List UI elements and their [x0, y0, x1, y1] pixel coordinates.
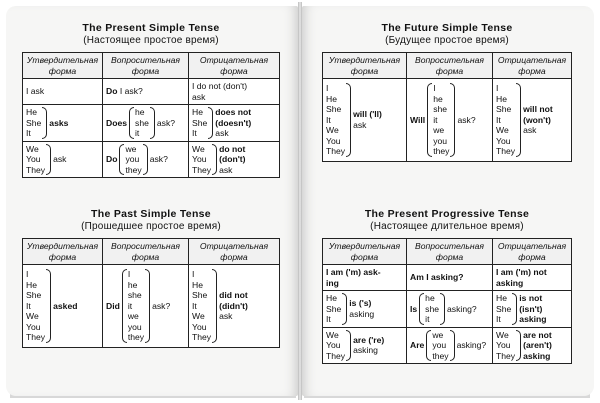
table-row	[23, 79, 280, 105]
col-affirmative: Утвердительная форма	[323, 239, 407, 265]
section-title: The Present Progressive Tense	[364, 208, 530, 220]
col-interrogative: Вопросительная форма	[407, 239, 493, 265]
col-affirmative: Утвердительная форма	[23, 239, 103, 265]
present-simple-table	[22, 52, 280, 178]
cell: We You They ask	[23, 141, 103, 178]
cell: Is he she it asking?	[407, 291, 493, 328]
header-row	[23, 53, 280, 79]
table-row	[23, 105, 280, 142]
present-progressive-table	[322, 238, 572, 364]
col-negative: Отрицательная форма	[493, 53, 572, 79]
col-interrogative: Вопросительная форма	[103, 53, 189, 79]
col-negative: Отрицательная форма	[493, 239, 572, 265]
table-row	[23, 265, 280, 348]
section-subtitle: (Настоящее простое время)	[83, 35, 219, 46]
present-simple-section	[22, 22, 280, 178]
col-interrogative: Вопросительная форма	[407, 53, 493, 79]
section-subtitle: (Будущее простое время)	[385, 35, 509, 46]
table-row	[323, 291, 572, 328]
header-row	[23, 239, 280, 265]
cell: I He She It We You They did not (didn't) ask	[189, 265, 280, 348]
table-row	[323, 327, 572, 364]
cell: Are we you they asking?	[407, 327, 493, 364]
cell: He She It is ('s) asking	[323, 291, 407, 328]
table-row	[323, 265, 572, 291]
cell: I He She It We You They will not (won't) ask	[493, 79, 572, 162]
header-row	[323, 53, 572, 79]
cell: We You They are not (aren't) asking	[493, 327, 572, 364]
future-simple-section	[322, 22, 572, 162]
cell: He She It asks	[23, 105, 103, 142]
section-title: The Present Simple Tense	[82, 22, 220, 34]
cell: We You They do not (don't) ask	[189, 141, 280, 178]
cell: He She It is not (isn't) asking	[493, 291, 572, 328]
cell: Do we you they ask?	[103, 141, 189, 178]
future-simple-table	[322, 52, 572, 162]
section-title: The Future Simple Tense	[381, 22, 513, 34]
cell: Am I asking?	[407, 265, 493, 291]
section-title: The Past Simple Tense	[91, 208, 211, 220]
header-row	[323, 239, 572, 265]
past-simple-table	[22, 238, 280, 348]
table-row	[323, 79, 572, 162]
cell: Did I he she it we you they ask?	[103, 265, 189, 348]
col-negative: Отрицательная форма	[189, 239, 280, 265]
cell: Does he she it ask?	[103, 105, 189, 142]
cell: Do I ask?	[103, 79, 189, 105]
table-row	[23, 141, 280, 178]
cell: I ask	[23, 79, 103, 105]
col-affirmative: Утвердительная форма	[23, 53, 103, 79]
section-subtitle: (Настоящее длительное время)	[370, 221, 524, 232]
cell: I am ('m) ask- ing	[323, 265, 407, 291]
cell: I He She It We You They asked	[23, 265, 103, 348]
cell: I am ('m) not asking	[493, 265, 572, 291]
cell: Will I he she it we you they ask?	[407, 79, 493, 162]
col-interrogative: Вопросительная форма	[103, 239, 189, 265]
cell: He She It does not (doesn't) ask	[189, 105, 280, 142]
section-subtitle: (Прошедшее простое время)	[81, 221, 221, 232]
cell: We You They are ('re) asking	[323, 327, 407, 364]
cell: I He She It We You They will ('ll) ask	[323, 79, 407, 162]
col-affirmative: Утвердительная форма	[323, 53, 407, 79]
col-negative: Отрицательная форма	[189, 53, 280, 79]
book-spine	[298, 2, 302, 400]
present-progressive-section	[322, 208, 572, 364]
cell: I do not (don't) ask	[189, 79, 280, 105]
past-simple-section	[22, 208, 280, 348]
